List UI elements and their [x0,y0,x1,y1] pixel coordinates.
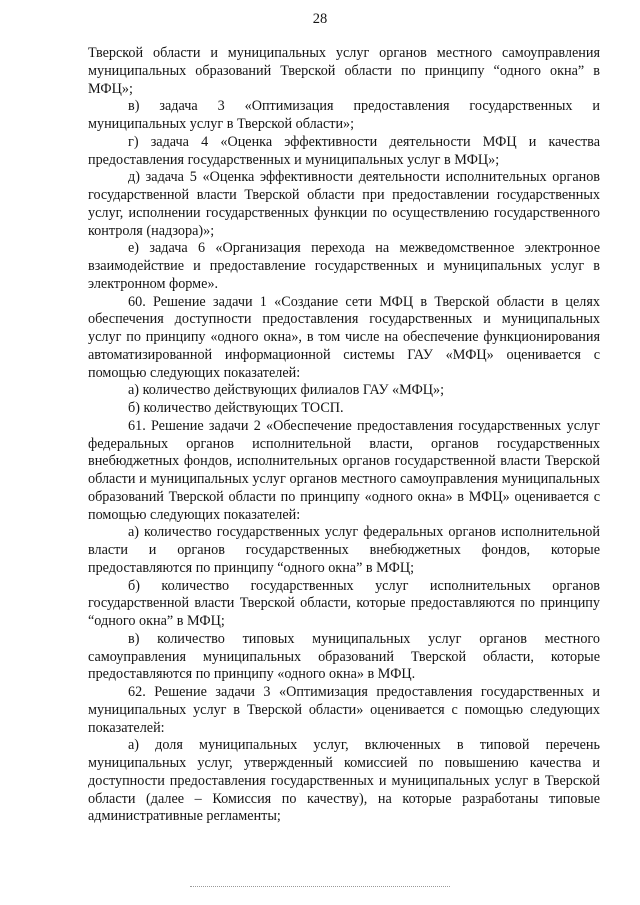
paragraph-61: 61. Решение задачи 2 «Обеспечение предоставления государственных услуг федеральных органов исполнительной власти, органов государственных внебюджетных фондов, исполнительных органов государственной власти Тверской области и муниципальных услуг органов местного самоуправления муниципальных образований Тверской области по принципу «одного окна» в МФЦ» оценивается с помощью следующих показателей: [88,417,600,523]
paragraph-62: 62. Решение задачи 3 «Оптимизация предоставления государственных и муниципальных услуг в Тверской области» оценивается с помощью следующих показателей: [88,684,600,736]
bottom-divider [190,886,450,887]
list-item-60b: б) количество действующих ТОСП. [128,400,344,416]
list-item-61c: в) количество типовых муниципальных услуг органов местного самоуправления муниципальных образований Тверской области, которые предоставляются по принципу «одного окна» в МФЦ. [88,630,600,683]
list-item-61a: а) количество государственных услуг федеральных органов исполнительной власти и органов государственных внебюджетных фондов, которые предоставляются по принципу “одного окна” в МФЦ; [88,524,600,576]
list-item-task-5: д) задача 5 «Оценка эффективности деятельности исполнительных органов государственной власти Тверской области при предоставлении государственных услуг, исполнении государственных функции по осуществлению государственного контроля (надзора)»; [88,169,600,239]
list-item-60a: а) количество действующих филиалов ГАУ «МФЦ»; [128,382,445,399]
list-item-62a: а) доля муниципальных услуг, включенных в типовой перечень муниципальных услуг, утвержденный комиссией по повышению качества и доступности предоставления государственных и муниципальных услуг в Тверской области (далее – Комиссия по качеству), на которые разработаны типовые административные регламенты; [88,737,600,825]
list-item-61b: б) количество государственных услуг исполнительных органов государственной власти Тверской области, которые предоставляются по принципу “одного окна” в МФЦ; [88,577,600,629]
list-item-task-4: г) задача 4 «Оценка эффективности деятельности МФЦ и качества предоставления государственных и муниципальных услуг в МФЦ»; [88,133,600,168]
list-item-task-6: е) задача 6 «Организация перехода на межведомственное электронное взаимодействие и предоставление государственных и муниципальных услуг в электронном форме». [88,240,600,292]
paragraph-continuation: Тверской области и муниципальных услуг органов местного самоуправления муниципальных образований Тверской области по принципу “одного окна” в МФЦ»; [88,45,600,97]
list-item-task-3: в) задача 3 «Оптимизация предоставления государственных и муниципальных услуг в Тверской области»; [88,98,600,132]
document-body [88,45,600,826]
paragraph-60: 60. Решение задачи 1 «Создание сети МФЦ в Тверской области в целях обеспечения доступности предоставления государственных и муниципальных услуг по принципу «одного окна», в том числе на обеспечение функционирования автоматизированной информационной системы ГАУ «МФЦ» оценивается с помощью следующих показателей: [88,293,600,381]
page-number: 28 [312,11,328,27]
